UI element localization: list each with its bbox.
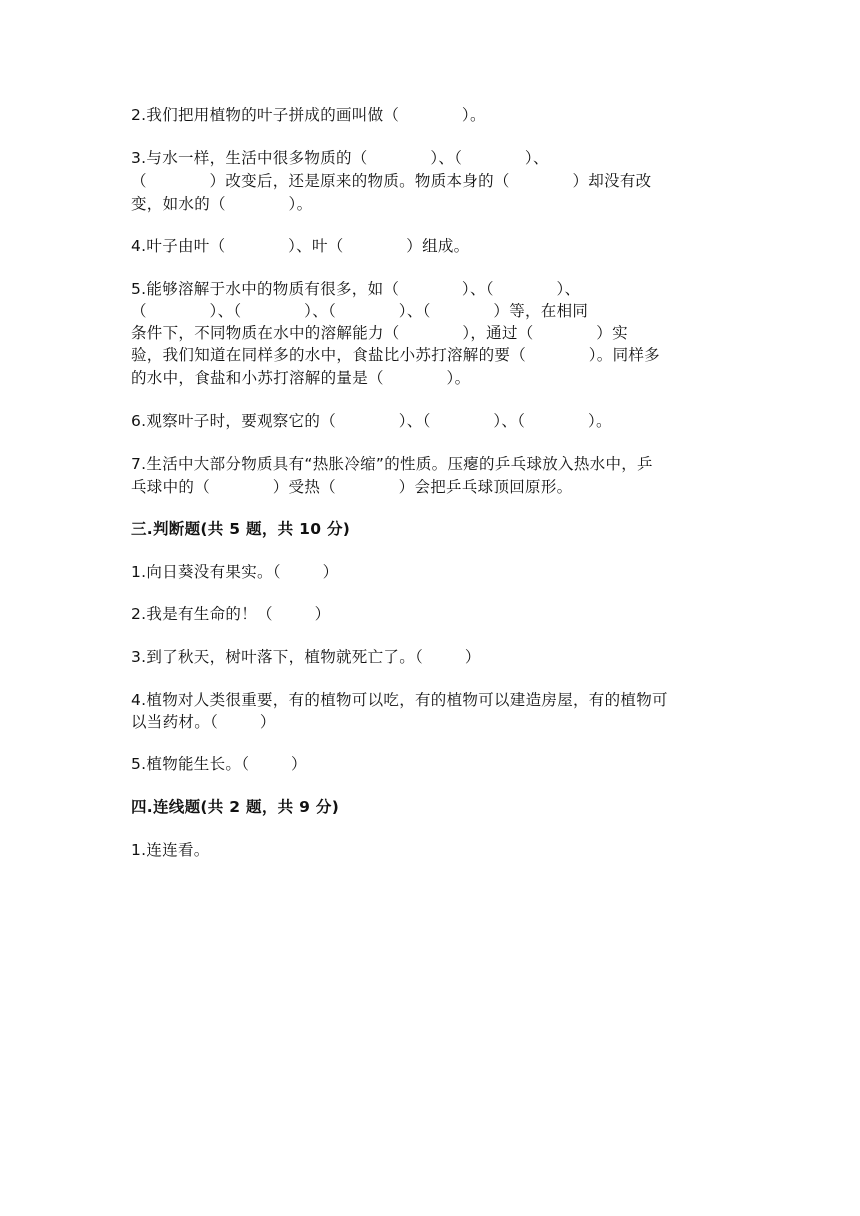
question-6-line-1: 6.观察叶子时，要观察它的（ ）、（ ）、（ ）。	[131, 412, 612, 430]
question-5-line-5: 的水中，食盐和小苏打溶解的量是（ ）。	[131, 369, 471, 387]
question-3-line-3: 变，如水的（ ）。	[131, 195, 313, 213]
question-2-line-1: 2.我们把用植物的叶子拼成的画叫做（ ）。	[131, 106, 486, 124]
judgment-item-5: 5.植物能生长。（ ）	[131, 755, 307, 773]
question-5-line-3: 条件下，不同物质在水中的溶解能力（ ），通过（ ）实	[131, 324, 628, 342]
judgment-item-2: 2.我是有生命的！（ ）	[131, 605, 331, 623]
question-7-line-1: 7.生活中大部分物质具有“热胀冷缩”的性质。压瘪的乒乓球放入热水中，乒	[131, 455, 653, 473]
question-3-line-1: 3.与水一样，生活中很多物质的（ ）、（ ）、	[131, 149, 549, 167]
judgment-item-1: 1.向日葵没有果实。（ ）	[131, 563, 339, 581]
judgment-item-3: 3.到了秋天，树叶落下，植物就死亡了。（ ）	[131, 648, 481, 666]
judgment-item-4-line-1: 4.植物对人类很重要，有的植物可以吃，有的植物可以建造房屋，有的植物可	[131, 691, 668, 709]
question-3-line-2: （ ）改变后，还是原来的物质。物质本身的（ ）却没有改	[131, 172, 652, 190]
matching-item-1: 1.连连看。	[131, 841, 210, 859]
question-7-line-2: 乓球中的（ ）受热（ ）会把乒乓球顶回原形。	[131, 478, 573, 496]
question-5-line-4: 验，我们知道在同样多的水中，食盐比小苏打溶解的要（ ）。同样多	[131, 346, 660, 364]
question-4-line-1: 4.叶子由叶（ ）、叶（ ）组成。	[131, 237, 470, 255]
judgment-section-heading: 三.判断题(共 5 题，共 10 分)	[131, 520, 351, 538]
matching-section-heading: 四.连线题(共 2 题，共 9 分)	[131, 798, 340, 816]
judgment-item-4-line-2: 以当药材。（ ）	[131, 713, 276, 731]
question-5-line-2: （ ）、（ ）、（ ）、（ ）等，在相同	[131, 302, 589, 320]
question-5-line-1: 5.能够溶解于水中的物质有很多，如（ ）、（ ）、	[131, 280, 581, 298]
